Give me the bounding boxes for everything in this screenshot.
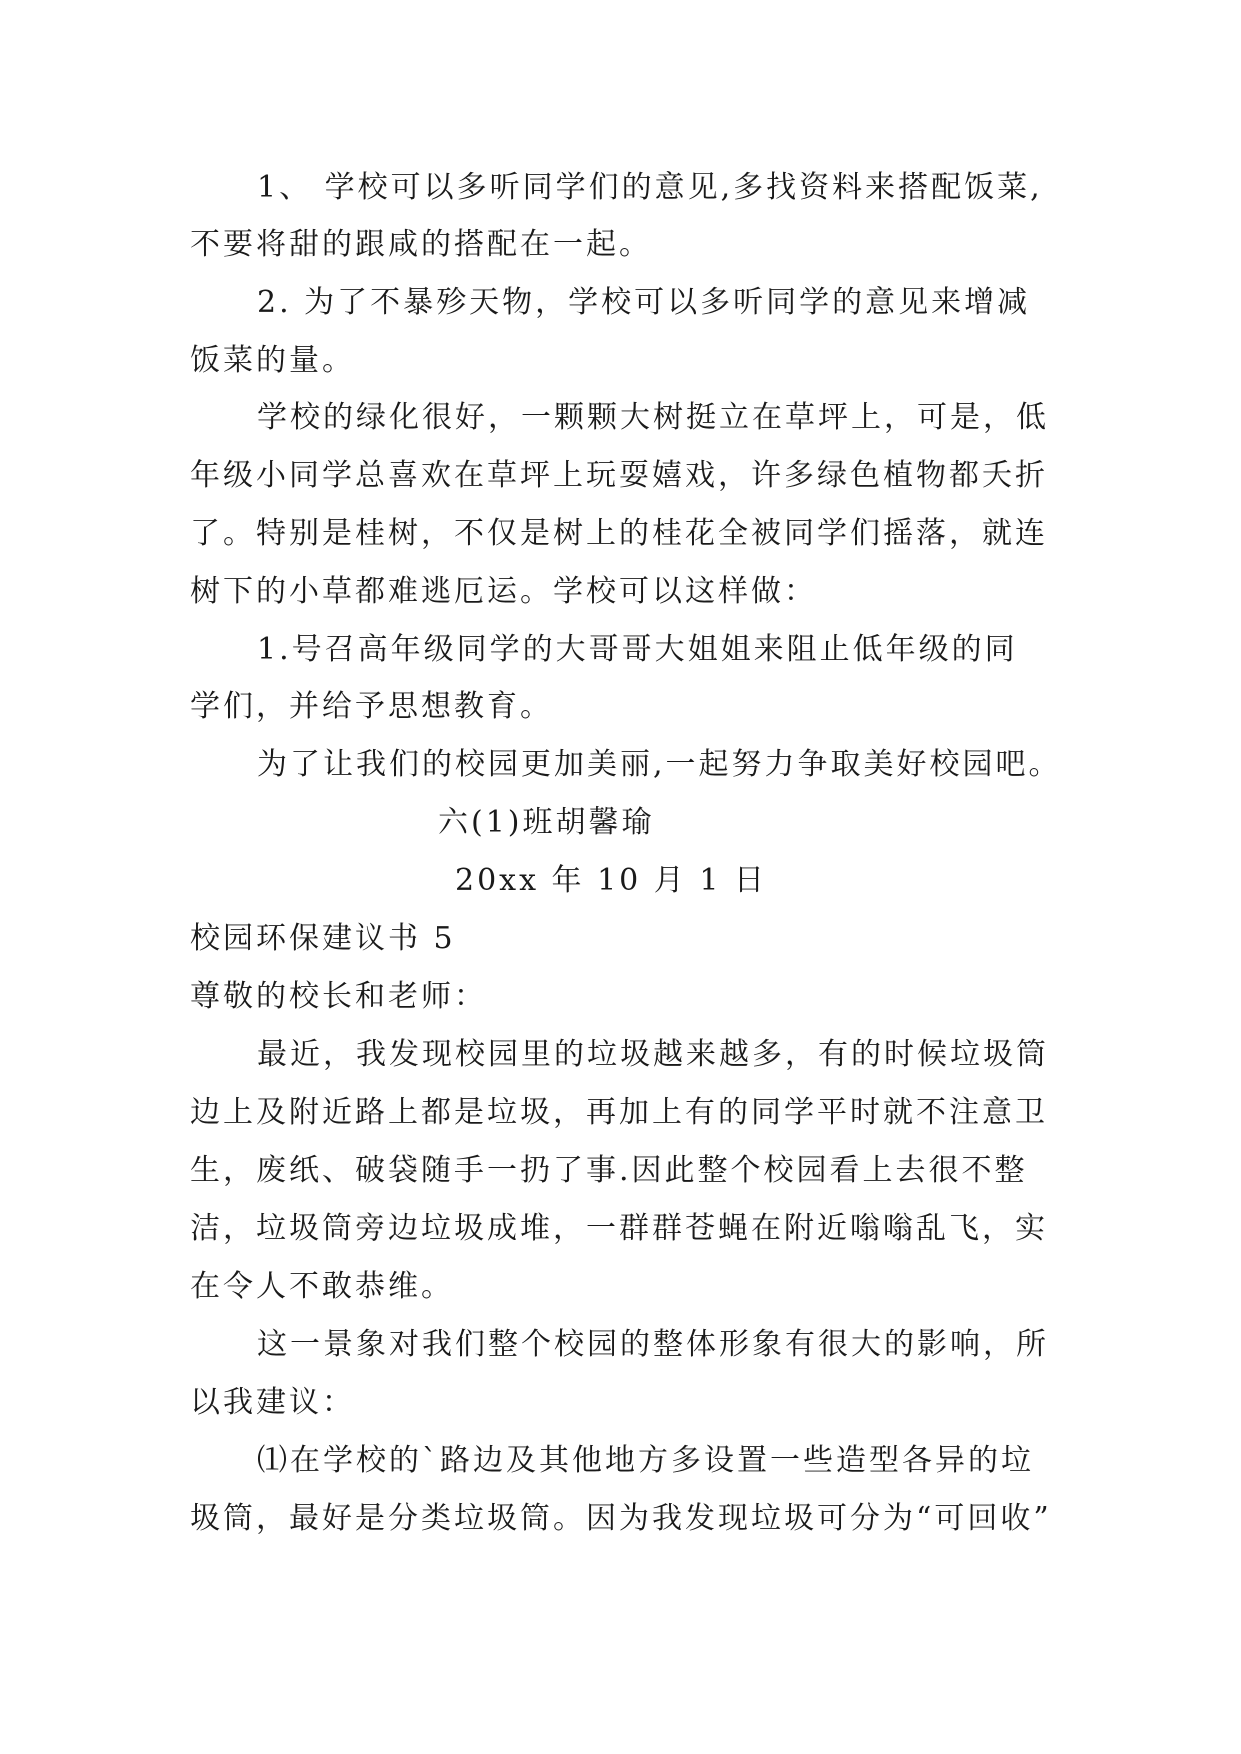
suggestion-1-line-2: 圾筒，最好是分类垃圾筒。因为我发现垃圾可分为“可回收” xyxy=(190,1501,1052,1536)
signature-date: 20xx 年 10 月 1 日 xyxy=(455,863,767,898)
section-title: 校园环保建议书 5 xyxy=(190,921,456,956)
paragraph-2-line-2: 以我建议： xyxy=(190,1385,355,1420)
paragraph-1-line-3: 生，废纸、破袋随手一扔了事.因此整个校园看上去很不整 xyxy=(190,1153,1028,1188)
paragraph-greening-line-1: 学校的绿化很好，一颗颗大树挺立在草坪上，可是，低 xyxy=(257,400,1049,435)
list-item-3-line-2: 学们，并给予思想教育。 xyxy=(190,689,553,724)
paragraph-1-line-4: 洁，垃圾筒旁边垃圾成堆，一群群苍蝇在附近嗡嗡乱飞，实 xyxy=(190,1211,1048,1246)
list-item-2-line-1: 2. 为了不暴殄天物，学校可以多听同学的意见来增减 xyxy=(257,285,1031,320)
list-item-1-line-2: 不要将甜的跟咸的搭配在一起。 xyxy=(190,227,652,262)
paragraph-greening-line-4: 树下的小草都难逃厄运。学校可以这样做： xyxy=(190,574,817,609)
list-item-3-line-1: 1.号召高年级同学的大哥哥大姐姐来阻止低年级的同 xyxy=(257,632,1018,667)
list-item-1-line-1: 1、 学校可以多听同学们的意见,多找资料来搭配饭菜, xyxy=(257,170,1043,205)
paragraph-1-line-5: 在令人不敢恭维。 xyxy=(190,1269,454,1304)
paragraph-2-line-1: 这一景象对我们整个校园的整体形象有很大的影响，所 xyxy=(257,1327,1049,1362)
salutation: 尊敬的校长和老师： xyxy=(190,979,487,1014)
paragraph-1-line-1: 最近，我发现校园里的垃圾越来越多，有的时候垃圾筒 xyxy=(257,1037,1049,1072)
signature: 六(1)班胡馨瑜 xyxy=(438,805,655,840)
paragraph-1-line-2: 边上及附近路上都是垃圾，再加上有的同学平时就不注意卫 xyxy=(190,1095,1048,1130)
paragraph-greening-line-3: 了。特别是桂树，不仅是树上的桂花全被同学们摇落，就连 xyxy=(190,516,1048,551)
suggestion-1-line-1: ⑴在学校的`路边及其他地方多设置一些造型各异的垃 xyxy=(257,1443,1034,1478)
paragraph-greening-line-2: 年级小同学总喜欢在草坪上玩耍嬉戏，许多绿色植物都夭折 xyxy=(190,458,1048,493)
list-item-2-line-2: 饭菜的量。 xyxy=(190,343,355,378)
closing-line: 为了让我们的校园更加美丽,一起努力争取美好校园吧。 xyxy=(257,747,1062,782)
